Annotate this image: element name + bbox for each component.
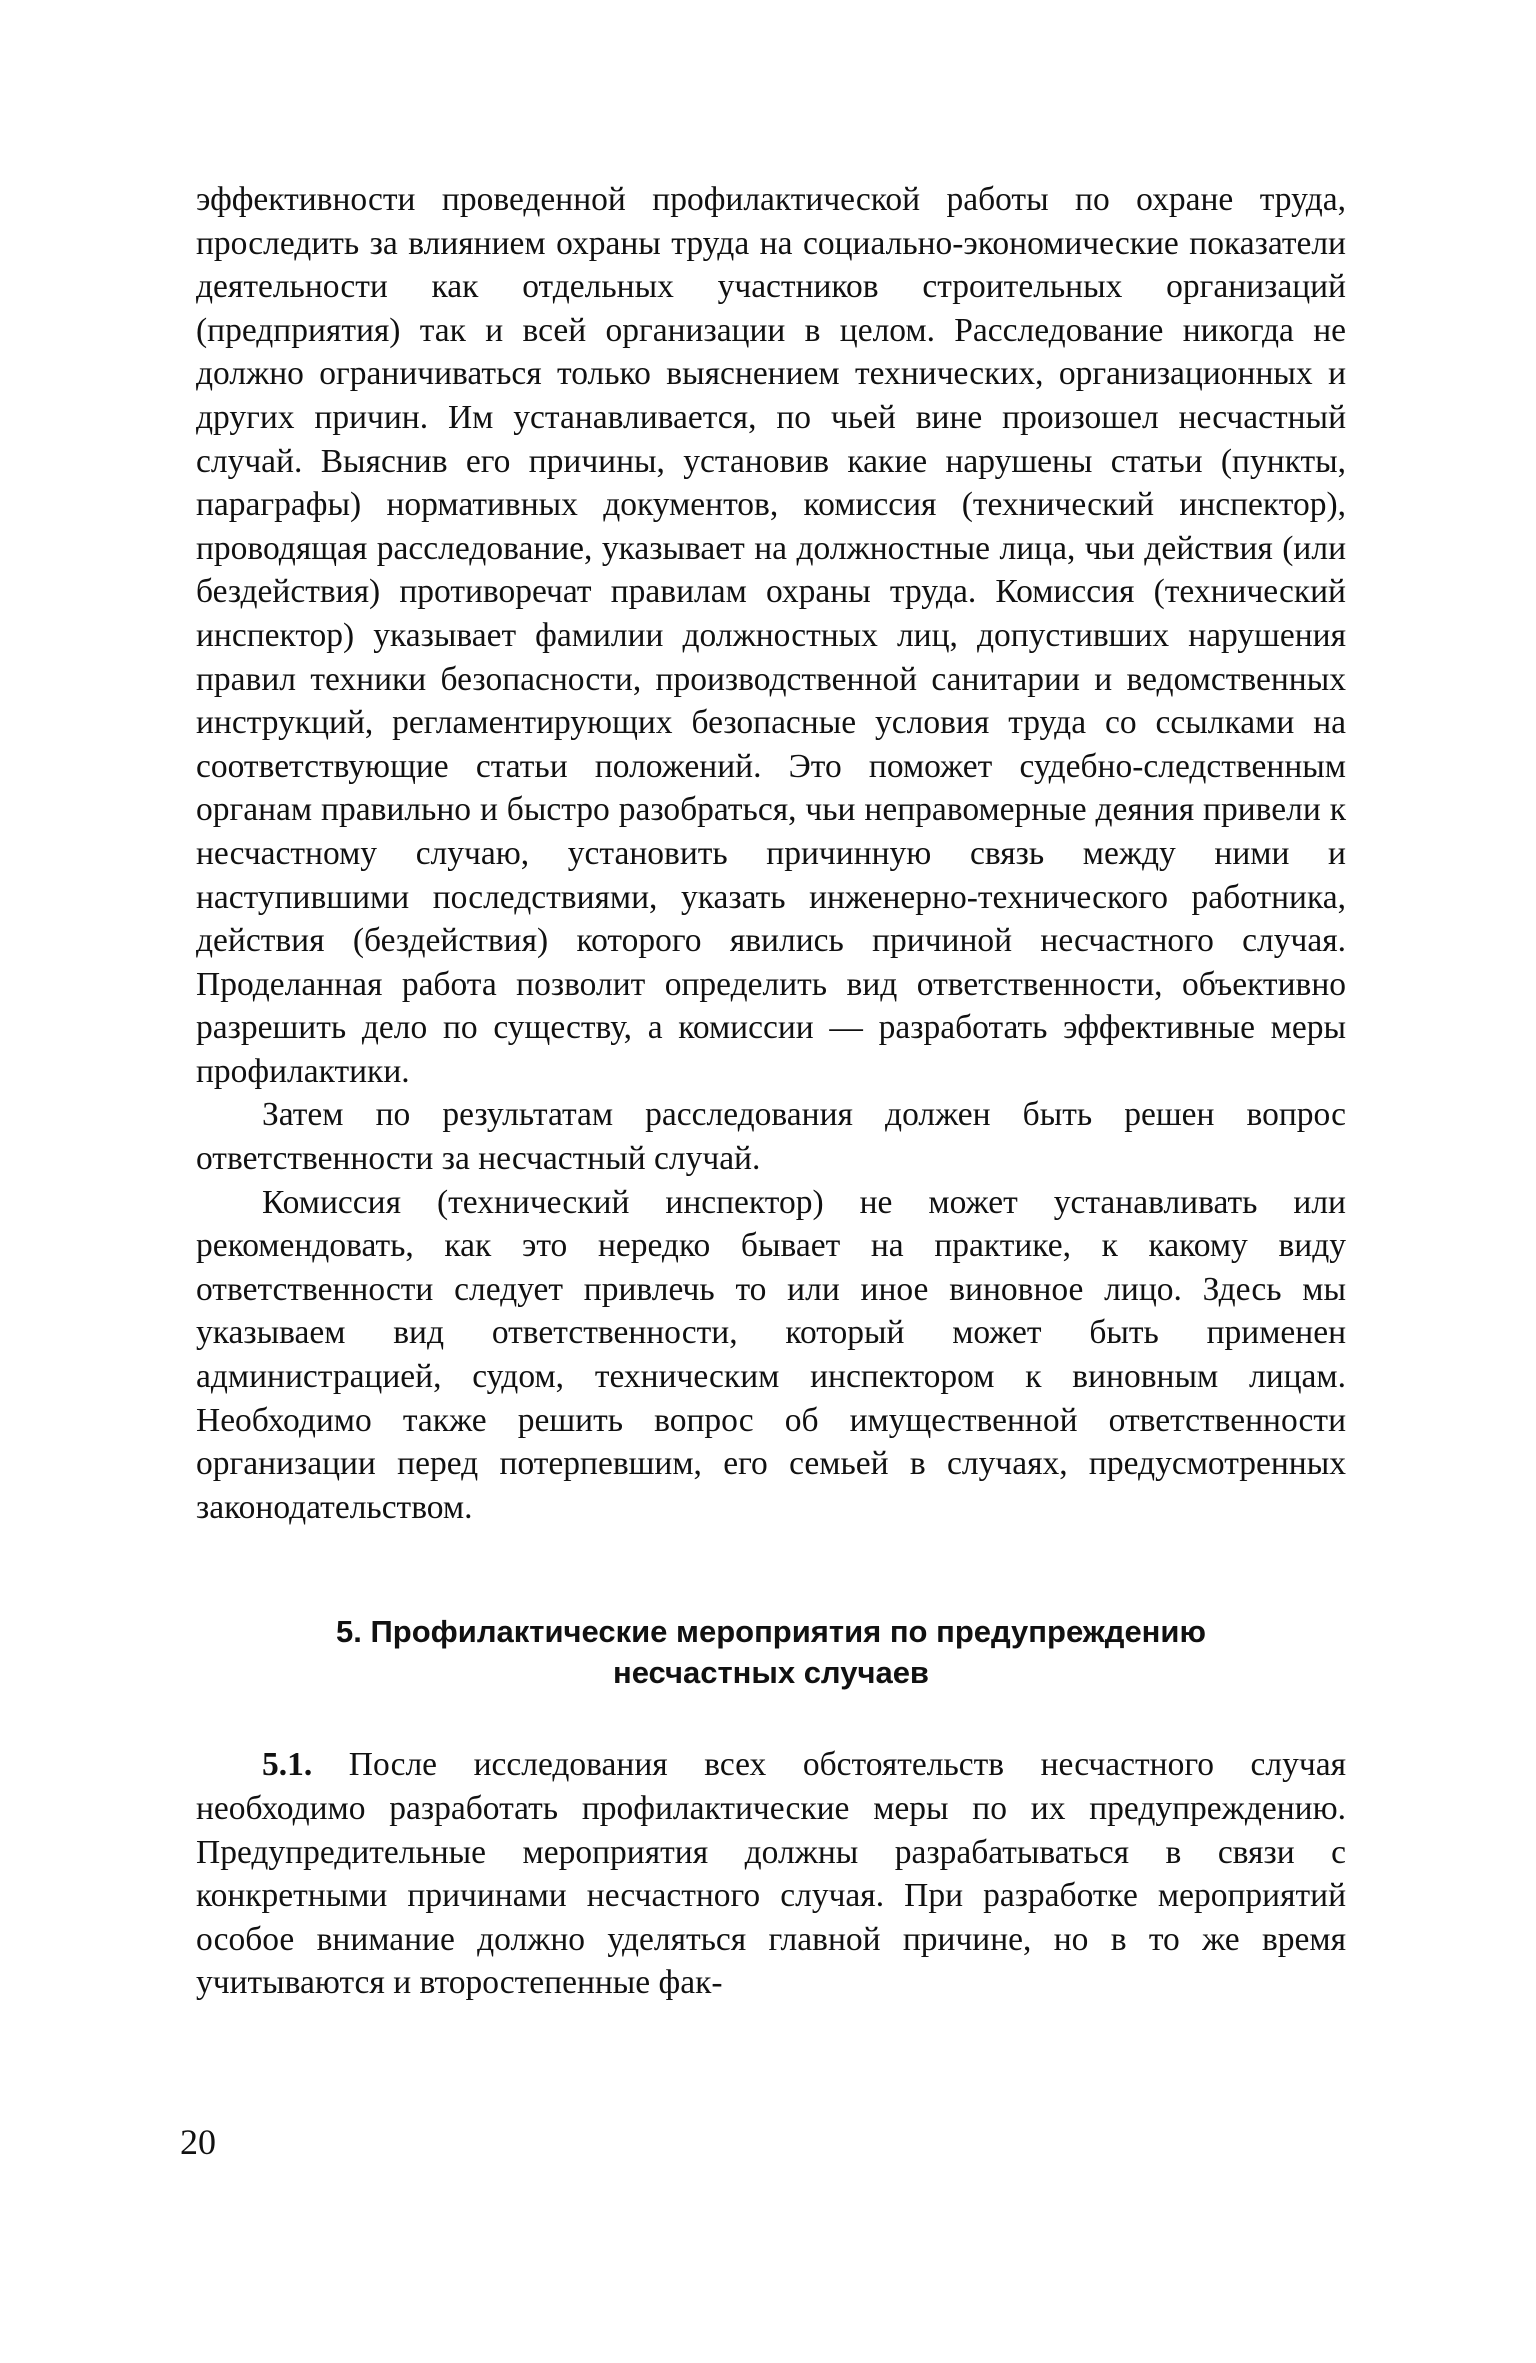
page-body bbox=[196, 178, 1346, 2005]
paragraph-commission-limits: Комиссия (технический инспектор) не может устанавливать или рекомендовать, как это нередко бывает на практике, к какому виду ответственности следует привлечь то или иное виновное лицо. Здесь мы указываем вид ответственности, который может быть применен администрацией, судом, техническим инспектором к виновным лицам. Необходимо также решить вопрос об имущественной ответственности организации перед потерпевшим, его семьей в случаях, предусмотренных законодательством. bbox=[196, 1183, 1346, 1526]
section-heading-line-1: 5. Профилактические мероприятия по предупреждению bbox=[336, 1614, 1206, 1650]
paragraph-responsibility-decision: Затем по результатам расследования должен быть решен вопрос ответственности за несчастный случай. bbox=[196, 1096, 1346, 1178]
section-number: 5.1. bbox=[262, 1746, 313, 1784]
section-heading bbox=[196, 1611, 1346, 1693]
section-paragraph-text: После исследования всех обстоятельств несчастного случая необходимо разработать профилактические меры по их предупреждению. Предупредительные мероприятия должны разрабатываться в связи с конкретными причинами несчастного случая. При разработке мероприятий особое внимание должно уделяться главной причине, но в то же время учитываются и второстепенные фак- bbox=[196, 1746, 1346, 2002]
section-heading-line-2: несчастных случаев bbox=[612, 1655, 929, 1691]
paragraph-section-5-1 bbox=[196, 1743, 1346, 2005]
paragraph-continuation: эффективности проведенной профилактической работы по охране труда, проследить за влиянием охраны труда на социально-экономические показатели деятельности как отдельных участников строительных организаций (предприятия) так и всей организации в целом. Расследование никогда не должно ограничиваться только выяснением технических, организационных и других причин. Им устанавливается, по чьей вине произошел несчастный случай. Выяснив его причины, установив какие нарушены статьи (пункты, параграфы) нормативных документов, комиссия (технический инспектор), проводящая расследование, указывает на должностные лица, чьи действия (или бездействия) противоречат правилам охраны труда. Комиссия (технический инспектор) указывает фамилии должностных лиц, допустивших нарушения правил техники безопасности, производственной санитарии и ведомственных инструкций, регламентирующих безопасные условия труда со ссылками на соответствующие статьи положений. Это поможет судебно-следственным органам правильно и быстро разобраться, чьи неправомерные деяния привели к несчастному случаю, установить причинную связь между ними и наступившими последствиями, указать инженерно-технического работника, действия (бездействия) которого явились причиной несчастного случая. Проделанная работа позволит определить вид ответственности, объективно разрешить дело по существу, а комиссии — разработать эффективные меры профилактики. bbox=[196, 181, 1346, 1090]
page-number: 20 bbox=[180, 2122, 216, 2162]
heading-spacer bbox=[196, 1693, 1346, 1743]
